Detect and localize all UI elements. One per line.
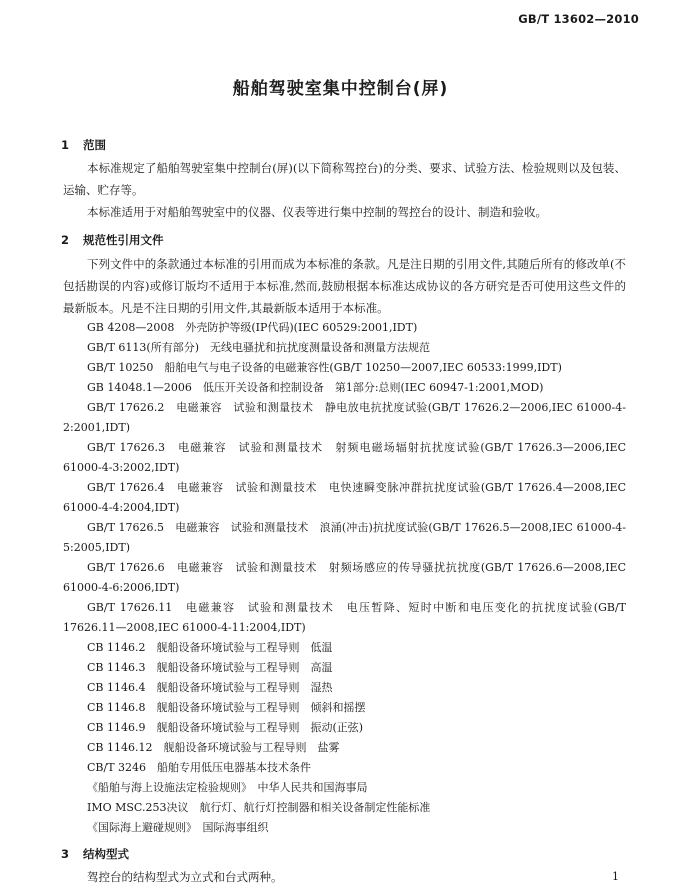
section-2-heading [61,232,164,248]
reference-item: GB 14048.1—2006 低压开关设备和控制设备 第1部分:总则(IEC 60947-1:2001,MOD) [87,381,544,394]
reference-item: CB 1146.12 舰船设备环境试验与工程导则 盐雾 [87,741,340,754]
reference-item: CB 1146.3 舰船设备环境试验与工程导则 高温 [87,661,333,674]
reference-item: GB/T 6113(所有部分) 无线电骚扰和抗扰度测量设备和测量方法规范 [87,341,430,354]
reference-item: GB/T 17626.2 电磁兼容 试验和测量技术 静电放电抗扰度试验(GB/T 17626.2—2006,IEC 61000-4-2:2001,IDT) [63,401,626,434]
reference-item: GB/T 17626.6 电磁兼容 试验和测量技术 射频场感应的传导骚扰抗扰度(GB/T 17626.6—2008,IEC 61000-4-6:2006,IDT) [63,561,626,594]
reference-item: GB/T 10250 船舶电气与电子设备的电磁兼容性(GB/T 10250—2007,IEC 60533:1999,IDT) [87,361,562,374]
reference-item: GB 4208—2008 外壳防护等级(IP代码)(IEC 60529:2001,IDT) [87,321,418,334]
reference-item: CB/T 3246 船舶专用低压电器基本技术条件 [87,761,312,774]
reference-item: CB 1146.2 舰船设备环境试验与工程导则 低温 [87,641,333,654]
reference-item: IMO MSC.253决议 航行灯、航行灯控制器和相关设备制定性能标准 [87,801,431,814]
reference-item: GB/T 17626.11 电磁兼容 试验和测量技术 电压暂降、短时中断和电压变化的抗扰度试验(GB/T 17626.11—2008,IEC 61000-4-11:2004,IDT) [63,601,626,634]
scope-paragraph-1: 本标准规定了船舶驾驶室集中控制台(屏)(以下简称驾控台)的分类、要求、试验方法、检验规则以及包装、运输、贮存等。 [63,161,626,197]
reference-item: 《国际海上避碰规则》 国际海事组织 [87,821,269,834]
section-number: 2 [61,233,70,247]
section-3-heading [61,846,129,862]
section-number: 3 [61,847,70,861]
reference-item: GB/T 17626.3 电磁兼容 试验和测量技术 射频电磁场辐射抗扰度试验(GB/T 17626.3—2006,IEC 61000-4-3:2002,IDT) [63,441,626,474]
reference-item: GB/T 17626.4 电磁兼容 试验和测量技术 电快速瞬变脉冲群抗扰度试验(GB/T 17626.4—2008,IEC 61000-4-4:2004,IDT) [63,481,626,514]
section-1-heading [61,137,106,153]
document-title: 船舶驾驶室集中控制台(屏) [232,79,449,99]
reference-item: GB/T 17626.5 电磁兼容 试验和测量技术 浪涌(冲击)抗扰度试验(GB/T 17626.5—2008,IEC 61000-4-5:2005,IDT) [63,521,626,554]
section-number: 1 [61,138,70,152]
section-title: 规范性引用文件 [83,233,164,247]
reference-item: 《船舶与海上设施法定检验规则》 中华人民共和国海事局 [87,781,368,794]
section-title: 结构型式 [83,847,129,861]
standard-code: GB/T 13602—2010 [518,12,639,26]
references-intro: 下列文件中的条款通过本标准的引用而成为本标准的条款。凡是注日期的引用文件,其随后所有的修改单(不包括勘误的内容)或修订版均不适用于本标准,然而,鼓励根据本标准达成协议的各方研究是否可使用这些文件的最新版本。凡是不注日期的引用文件,其最新版本适用于本标准。 [63,257,626,315]
reference-item: CB 1146.9 舰船设备环境试验与工程导则 振动(正弦) [87,721,364,734]
reference-item: CB 1146.4 舰船设备环境试验与工程导则 湿热 [87,681,333,694]
structure-paragraph: 驾控台的结构型式为立式和台式两种。 [87,870,283,884]
scope-paragraph-2: 本标准适用于对船舶驾驶室中的仪器、仪表等进行集中控制的驾控台的设计、制造和验收。 [87,205,547,219]
reference-item: CB 1146.8 舰船设备环境试验与工程导则 倾斜和摇摆 [87,701,366,714]
page-number: 1 [612,870,619,883]
section-title: 范围 [83,138,106,152]
